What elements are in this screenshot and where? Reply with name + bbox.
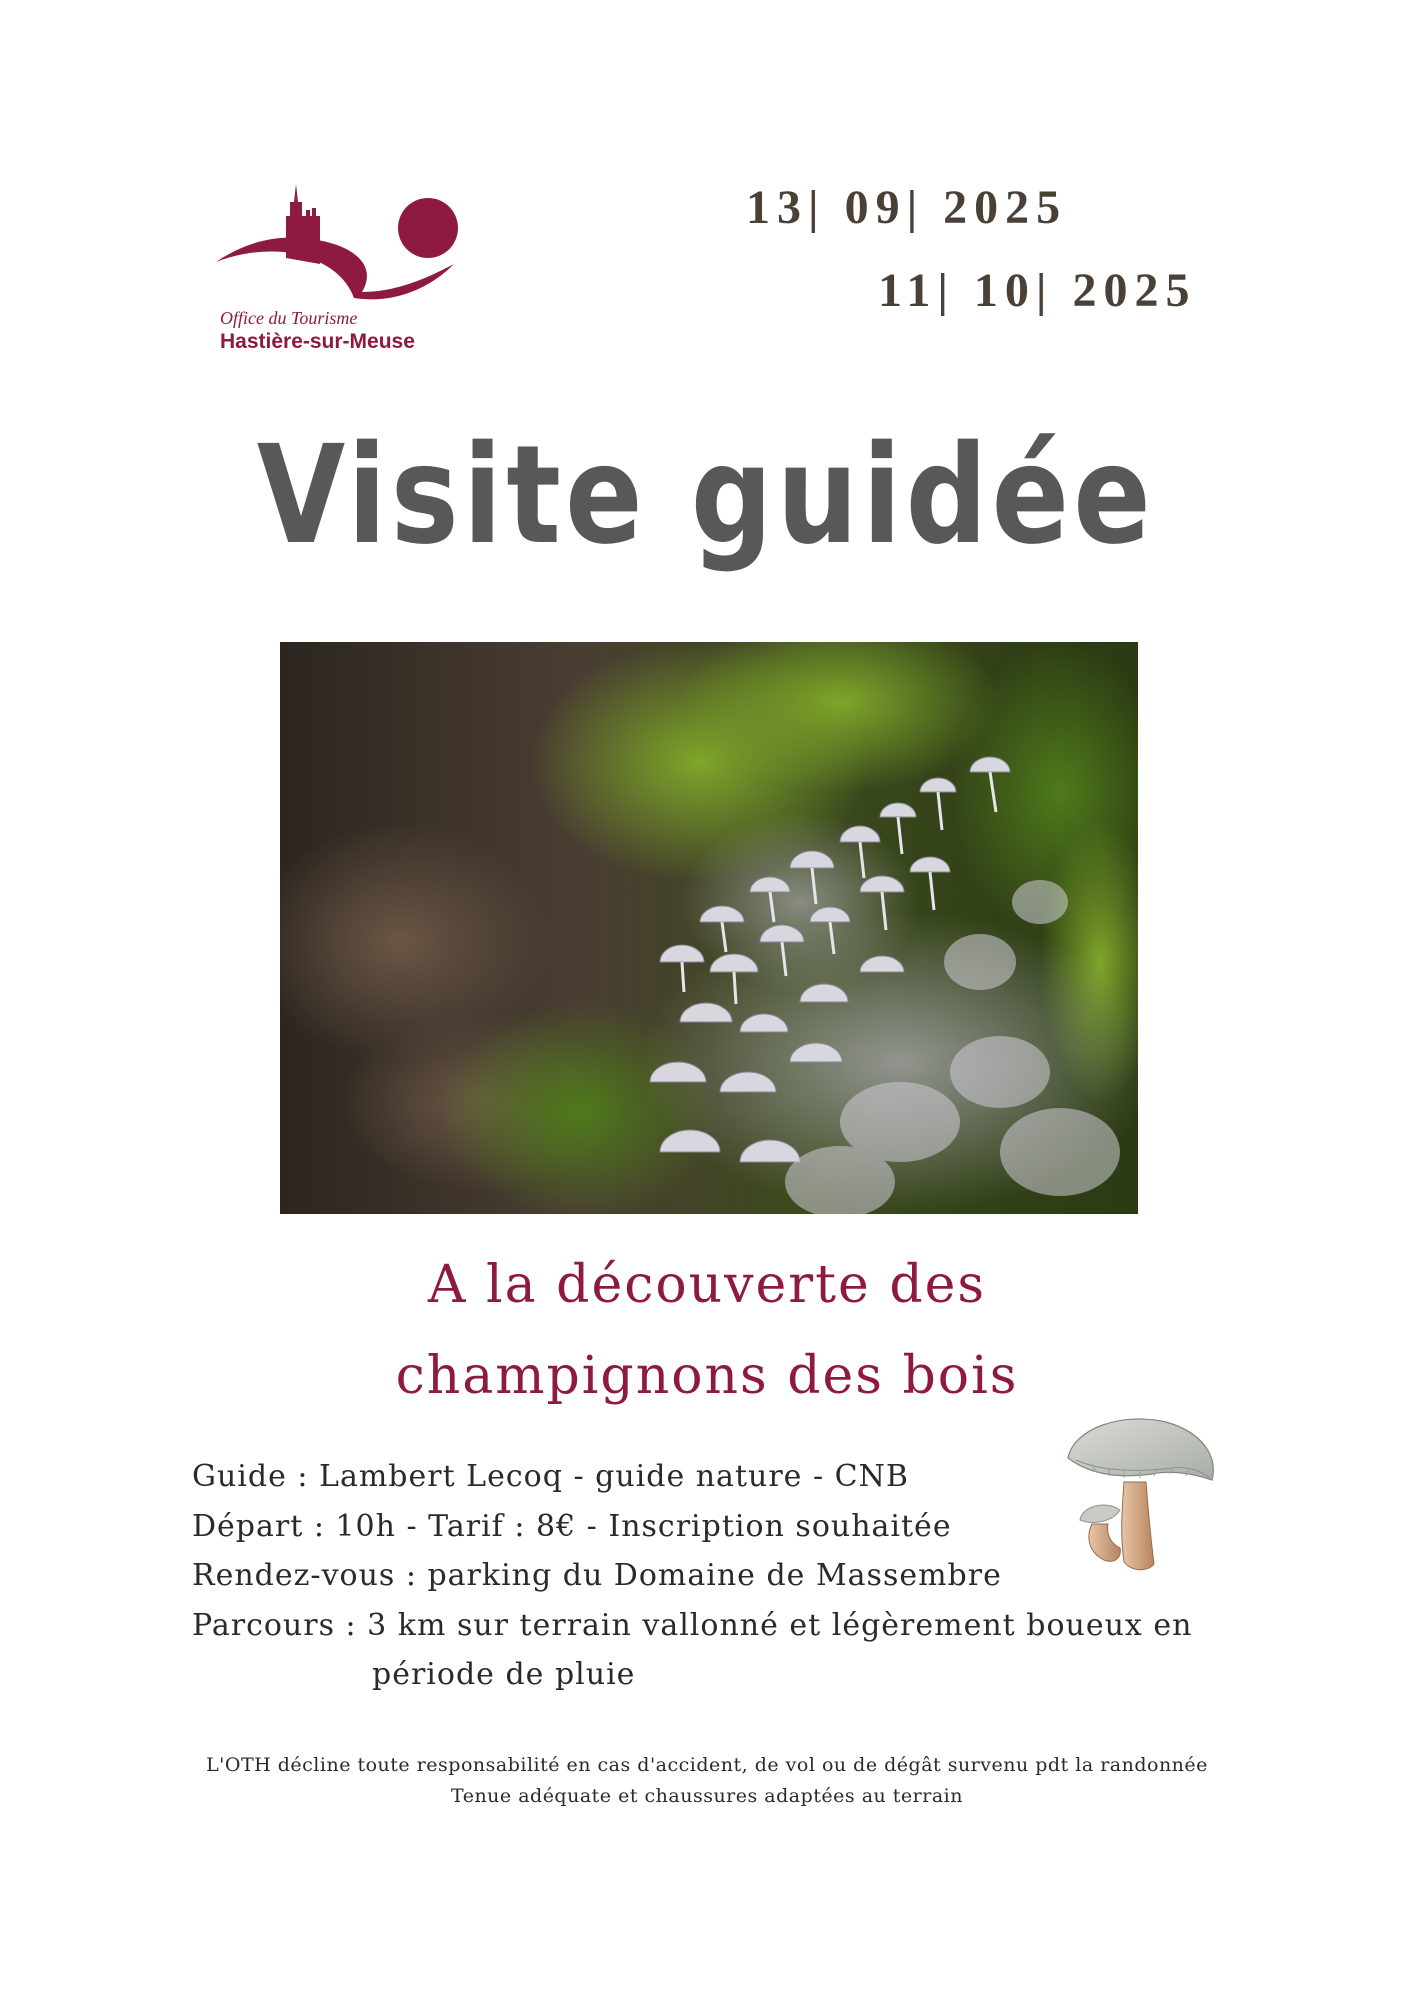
mushroom-icon	[1062, 1412, 1218, 1577]
event-info	[192, 1452, 1192, 1700]
date-2: 11| 10| 2025	[878, 264, 1197, 317]
date-1: 13| 09| 2025	[746, 181, 1068, 234]
info-parcours-cont: période de pluie	[372, 1657, 636, 1692]
subtitle	[0, 1240, 1414, 1422]
page-title: Visite guidée	[256, 417, 1155, 575]
info-depart: Départ : 10h - Tarif : 8€ - Inscription souhaitée	[192, 1508, 952, 1544]
info-guide: Guide : Lambert Lecoq - guide nature - CNB	[192, 1459, 909, 1494]
church-logo-icon	[214, 180, 464, 310]
info-rendezvous: Rendez-vous : parking du Domaine de Massembre	[192, 1558, 1002, 1593]
mushroom-photo-icon	[280, 642, 1138, 1214]
mushroom-illustration	[1062, 1412, 1218, 1577]
subtitle-line2: champignons des bois	[395, 1346, 1019, 1406]
subtitle-line1: A la découverte des	[427, 1255, 987, 1315]
logo-line2: Hastière-sur-Meuse	[220, 330, 415, 353]
logo-line1: Office du Tourisme	[220, 308, 358, 328]
disclaimer	[0, 1750, 1414, 1812]
info-parcours: Parcours : 3 km sur terrain vallonné et légèrement boueux en	[192, 1607, 1193, 1643]
mushroom-photo	[280, 642, 1138, 1214]
disclaimer-line1: L'OTH décline toute responsabilité en cas d'accident, de vol ou de dégât survenu pdt la randonnée	[206, 1754, 1208, 1776]
logo	[214, 180, 464, 355]
disclaimer-line2: Tenue adéquate et chaussures adaptées au terrain	[451, 1785, 963, 1807]
